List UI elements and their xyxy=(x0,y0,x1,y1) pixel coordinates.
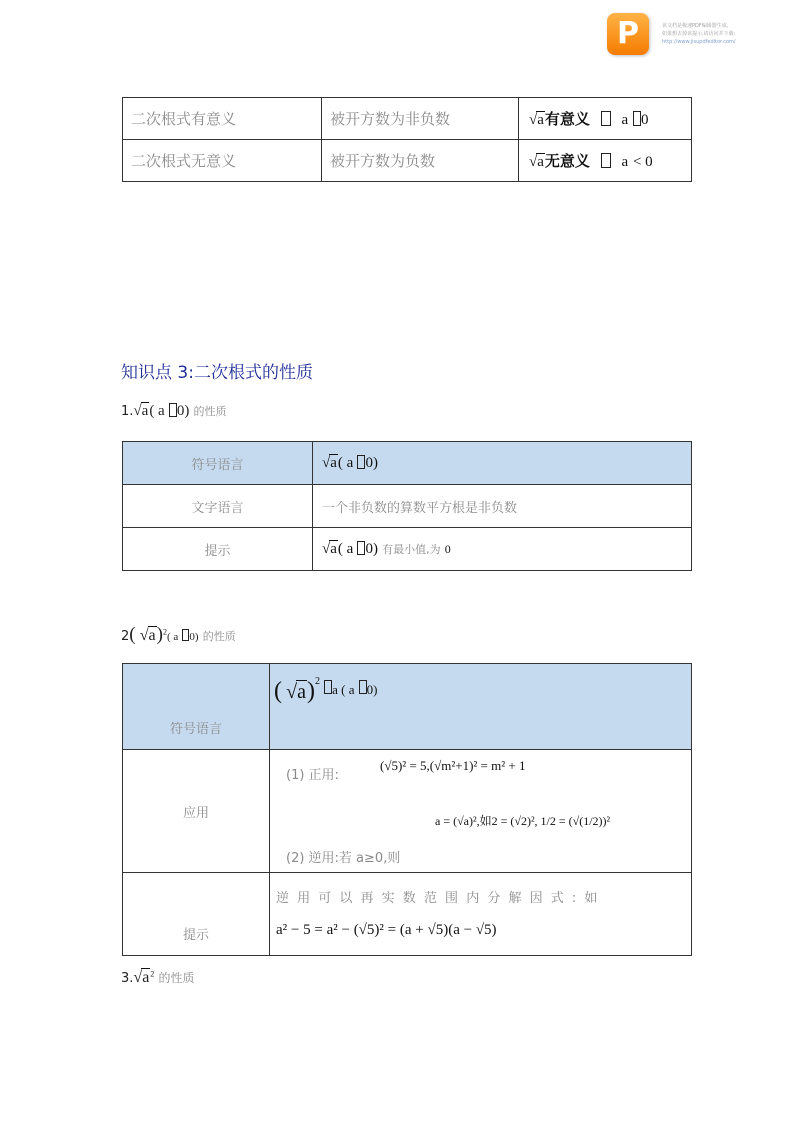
missing-glyph xyxy=(359,680,367,694)
sqrt-sign: √ xyxy=(529,112,538,128)
table-row xyxy=(123,98,692,140)
missing-glyph xyxy=(324,680,332,694)
rhs-end: 0) xyxy=(366,682,378,697)
sqrt-sign: √ xyxy=(133,969,143,986)
property-1-table xyxy=(122,441,692,571)
open-paren: ( xyxy=(274,678,282,704)
sqrt-sign: √ xyxy=(139,627,149,644)
property-2-table xyxy=(122,663,692,956)
tip-formula: a² − 5 = a² − (√5)² = (a + √5)(a − √5) xyxy=(276,922,497,938)
table-row xyxy=(123,750,692,873)
close-paren: ) xyxy=(307,678,316,704)
property-2-title xyxy=(121,624,236,646)
condition: ( a xyxy=(337,541,354,557)
table-cell xyxy=(270,750,692,873)
sqrt-sign: √ xyxy=(529,154,538,170)
row-label-text: 符号语言 xyxy=(169,722,222,737)
row-label xyxy=(123,664,270,750)
row-label: 符号语言 xyxy=(123,442,313,485)
radicand: a xyxy=(537,154,544,170)
row-label: 应用 xyxy=(123,750,270,873)
cond-value: < 0 xyxy=(632,154,653,170)
row-label: 文字语言 xyxy=(123,485,313,528)
sqrt-sign: √ xyxy=(322,541,331,557)
radicand: a xyxy=(537,112,544,128)
missing-glyph xyxy=(601,111,611,126)
radicand: a xyxy=(141,403,149,419)
radicand: a xyxy=(330,455,337,471)
item-number: 3. xyxy=(121,971,134,986)
table-cell xyxy=(313,442,692,485)
condition-end: 0) xyxy=(365,541,378,557)
missing-glyph xyxy=(633,111,641,126)
note-text: 有最小值,为 xyxy=(382,543,441,556)
table-cell: 一个非负数的算数平方根是非负数 xyxy=(313,485,692,528)
watermark-line: 该文档是极速PDF编辑器生成, xyxy=(662,23,729,29)
forward-use-formula: (√5)² = 5,(√m²+1)² = m² + 1 xyxy=(380,758,526,773)
table-cell xyxy=(519,140,692,182)
section-heading: 知识点 3:二次根式的性质 xyxy=(121,363,313,383)
radicand: a xyxy=(297,681,307,703)
table-row xyxy=(123,528,692,571)
missing-glyph xyxy=(169,403,177,417)
property-3-title xyxy=(121,968,194,987)
property-1-title xyxy=(121,402,227,420)
suffix-text: 的性质 xyxy=(158,971,195,985)
item-number: 2 xyxy=(121,629,130,644)
table-cell xyxy=(519,98,692,140)
exponent: 2 xyxy=(150,969,155,979)
radicand: a xyxy=(330,541,337,557)
row-label xyxy=(123,873,270,956)
table-row xyxy=(123,873,692,956)
reverse-use-label: (2) 逆用:若 a≥0,则 xyxy=(286,851,401,866)
sqrt-sign: √ xyxy=(286,681,298,703)
logo-letter: P xyxy=(617,16,639,51)
radical-meaning-table xyxy=(122,97,692,182)
condition-end: 0) xyxy=(365,455,378,471)
exponent: 2 xyxy=(315,676,321,687)
table-row xyxy=(123,442,692,485)
close-paren: ) xyxy=(156,624,163,645)
application-content xyxy=(270,750,691,872)
missing-glyph xyxy=(601,153,611,168)
cell-text: 无意义 xyxy=(544,152,590,170)
exponent: 2 xyxy=(162,627,167,637)
watermark-text xyxy=(662,22,772,46)
table-cell xyxy=(270,873,692,956)
forward-use-label: (1) 正用: xyxy=(286,768,339,783)
table-cell xyxy=(313,528,692,571)
cond-var: a xyxy=(621,154,629,170)
row-label-text: 提示 xyxy=(182,928,209,943)
cond-var: a xyxy=(621,112,629,128)
cond-value: 0 xyxy=(640,112,649,128)
reverse-use-formula: a = (√a)²,如2 = (√2)², 1/2 = (√(1/2))² xyxy=(435,814,611,828)
row-label: 提示 xyxy=(123,528,313,571)
tip-content xyxy=(270,873,691,939)
note-value: 0 xyxy=(444,542,451,556)
rhs: a ( a xyxy=(332,682,355,697)
condition: ( a xyxy=(149,403,165,419)
formula xyxy=(270,664,691,705)
suffix-text: 的性质 xyxy=(202,630,236,643)
pdf-editor-logo xyxy=(607,13,649,55)
table-cell: 被开方数为非负数 xyxy=(322,98,519,140)
table-cell xyxy=(270,664,692,750)
watermark-line: 如果想去掉该提示,请访问并下载: xyxy=(662,31,736,37)
sqrt-sign: √ xyxy=(322,455,331,471)
tip-text: 逆 用 可 以 再 实 数 范 围 内 分 解 因 式 : 如 xyxy=(276,891,600,906)
open-paren: ( xyxy=(129,624,136,645)
table-row xyxy=(123,664,692,750)
table-cell: 二次根式有意义 xyxy=(123,98,322,140)
table-row xyxy=(123,485,692,528)
condition: ( a xyxy=(166,631,179,643)
cell-text: 有意义 xyxy=(544,110,590,128)
condition-end: 0) xyxy=(176,403,190,419)
condition-end: 0) xyxy=(189,631,199,643)
radicand: a xyxy=(142,969,150,986)
watermark-line: http://www.jisupdfeditor.com/ xyxy=(662,39,736,45)
radicand: a xyxy=(148,627,156,644)
sqrt-sign: √ xyxy=(133,403,142,419)
table-row xyxy=(123,140,692,182)
item-number: 1. xyxy=(121,404,134,419)
table-cell: 被开方数为负数 xyxy=(322,140,519,182)
table-cell: 二次根式无意义 xyxy=(123,140,322,182)
suffix-text: 的性质 xyxy=(193,405,227,418)
condition: ( a xyxy=(337,455,354,471)
